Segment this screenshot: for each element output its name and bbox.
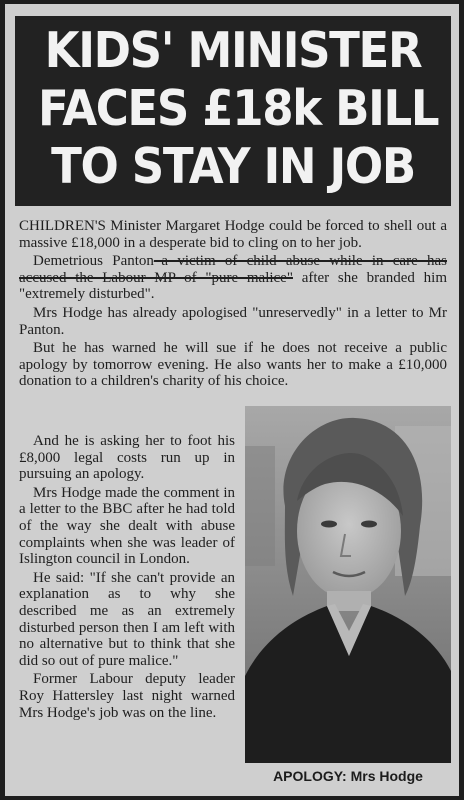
article-paragraph-7: He said: "If she can't provide an explanation as to why she described me as an extremely disturbed person then I am left with no alternative but to think that she did so out of pure malice." <box>19 569 235 669</box>
portrait-illustration <box>245 406 451 763</box>
headline-line-3: TO STAY IN JOB <box>51 138 415 195</box>
portrait-photo <box>245 406 451 763</box>
newspaper-clipping <box>5 4 459 796</box>
article-paragraph-2-struck: –a victim of child abuse while in care has accused the Labour MP of "pure malice" <box>19 253 447 286</box>
article-paragraph-4: But he has warned he will sue if he does not receive a public apology by tomorrow evening. He also wants her to make a £10,000 donation to a children's charity of his choice. <box>19 340 447 390</box>
photo-caption: APOLOGY: Mrs Hodge <box>273 768 423 784</box>
article-paragraph-1: CHILDREN'S Minister Margaret Hodge could be forced to shell out a massive £18,000 in a desperate bid to cling on to her job. <box>19 218 447 251</box>
article-paragraph-2-start: Demetrious Panton <box>33 253 154 270</box>
article-body-full-width <box>19 218 447 392</box>
article-paragraph-2 <box>19 253 447 303</box>
article-paragraph-3: Mrs Hodge has already apologised "unreservedly" in a letter to Mr Panton. <box>19 304 447 338</box>
article-paragraph-8: Former Labour deputy leader Roy Hattersley last night warned Mrs Hodge's job was on the line. <box>19 671 235 721</box>
article-paragraph-6: Mrs Hodge made the comment in a letter to the BBC after he had told of the way she dealt with abuse complaints when she was leader of Islington council in London. <box>19 484 235 568</box>
headline-line-2: FACES £18k BILL <box>37 80 439 137</box>
article-body-column <box>19 433 235 723</box>
article-paragraph-5: And he is asking her to foot his £8,000 legal costs run up in pursuing an apology. <box>19 433 235 483</box>
headline-box <box>15 16 451 206</box>
headline-line-1: KIDS' MINISTER <box>44 22 422 79</box>
article-paragraph-2-end: after she branded him "extremely disturbed". <box>19 269 447 303</box>
